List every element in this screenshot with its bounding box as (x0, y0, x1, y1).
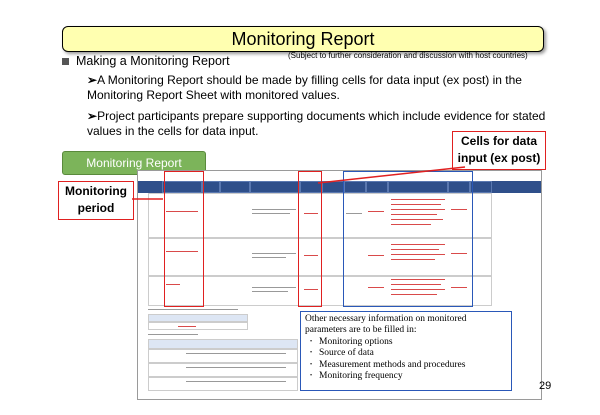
bullet-point-1-text: A Monitoring Report should be made by filling cells for data input (ex post) in the Monitoring Report Sheet with monitored values. (87, 73, 522, 102)
subtitle-note: (Subject to further consideration and discussion with host countries) (288, 51, 528, 60)
cells-callout-arrow (318, 167, 465, 183)
cells-for-data-input-callout: Cells for data input (ex post) (452, 131, 546, 170)
monitoring-report-button[interactable]: Monitoring Report (62, 151, 206, 175)
section-heading: Making a Monitoring Report (76, 54, 230, 68)
info-item-source-of-data: • Source of data (319, 348, 507, 359)
arrow-bullet-icon: ➢ (87, 109, 98, 123)
bullet-point-2-text: Project participants prepare supporting documents which include evidence for stated values in the cells for data input. (87, 109, 546, 138)
monitoring-period-callout: Monitoring period (58, 181, 134, 220)
info-box-intro: Other necessary information on monitored parameters are to be filled in: (305, 314, 467, 336)
info-item-measurement-methods: • Measurement methods and procedures (319, 360, 507, 371)
slide-title: Monitoring Report (62, 26, 544, 52)
page-number: 29 (539, 380, 552, 392)
arrow-bullet-icon: ➢ (87, 73, 98, 87)
info-item-monitoring-frequency: • Monitoring frequency (319, 371, 507, 382)
info-item-monitoring-options: • Monitoring options (319, 337, 507, 348)
